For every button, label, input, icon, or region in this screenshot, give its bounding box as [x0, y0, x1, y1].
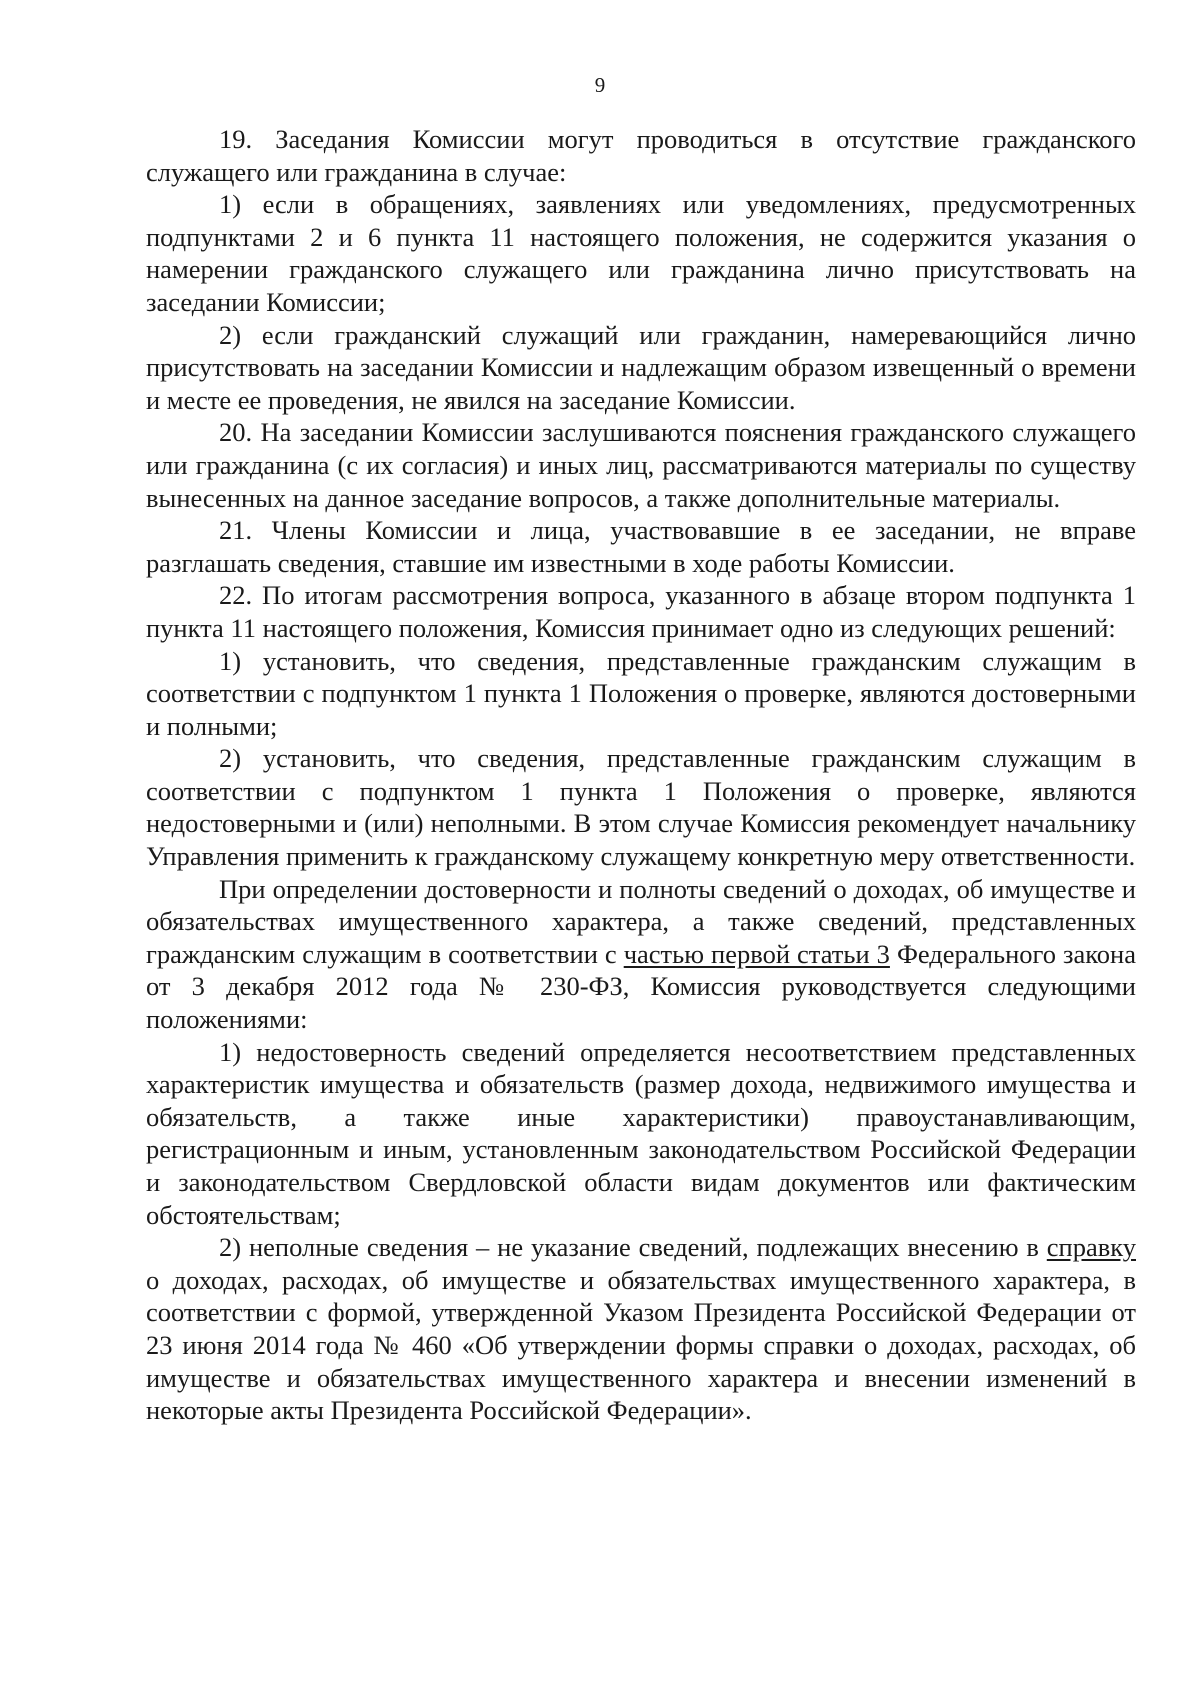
- paragraph-criteria: [146, 873, 1136, 1036]
- page-number: 9: [594, 73, 606, 97]
- paragraph-19-item-2: 2) если гражданский служащий или гражданин, намеревающийся лично присутствовать на заседании Комиссии и надлежащим образом извещенный о времени и месте ее проведения, не явился на заседание Комиссии.: [146, 319, 1136, 415]
- paragraph-22-item-1: 1) установить, что сведения, представленные гражданским служащим в соответствии с подпунктом 1 пункта 1 Положения о проверке, являются достоверными и полными;: [146, 645, 1136, 741]
- document-body: [146, 123, 1136, 1427]
- certificate-link[interactable]: справку: [1046, 1232, 1136, 1263]
- paragraph-criteria-item-1: 1) недостоверность сведений определяется несоответствием представленных характеристик имущества и обязательств (размер дохода, недвижимого имущества и обязательств, а также иные характеристики) правоустанавливающим, регистрационным и иным, установленным законодательством Российской Федерации и законодательством Свердловской области видам документов или фактическим обстоятельствам;: [146, 1036, 1136, 1230]
- paragraph-22: 22. По итогам рассмотрения вопроса, указанного в абзаце втором подпункта 1 пункта 11 настоящего положения, Комиссия принимает одно из следующих решений:: [146, 580, 1136, 643]
- paragraph-22-item-2: 2) установить, что сведения, представленные гражданским служащим в соответствии с подпунктом 1 пункта 1 Положения о проверке, являются недостоверными и (или) неполными. В этом случае Комиссия рекомендует начальнику Управления применить к гражданскому служащему конкретную меру ответственности.: [146, 743, 1136, 872]
- paragraph-criteria-item-2-text-after: о доходах, расходах, об имуществе и обязательствах имущественного характера, в соответствии с формой, утвержденной Указом Президента Российской Федерации от 23 июня 2014 года № 460 «Об утверждении формы справки о доходах, расходах, об имуществе и обязательствах имущественного характера и внесении изменений в некоторые акты Президента Российской Федерации».: [146, 1264, 1136, 1426]
- paragraph-19-item-1: 1) если в обращениях, заявлениях или уведомлениях, предусмотренных подпунктами 2 и 6 пункта 11 настоящего положения, не содержится указания о намерении гражданского служащего или гражданина лично присутствовать на заседании Комиссии;: [146, 189, 1136, 317]
- paragraph-19: 19. Заседания Комиссии могут проводиться в отсутствие гражданского служащего или гражданина в случае:: [146, 124, 1136, 187]
- law-article-link[interactable]: частью первой статьи 3: [623, 938, 890, 969]
- paragraph-criteria-item-2-text-before: 2) неполные сведения – не указание сведений, подлежащих внесению в: [219, 1232, 1047, 1263]
- paragraph-criteria-text-before: При определении достоверности и полноты сведений о доходах, об имуществе и обязательствах имущественного характера, а также сведений, представленных гражданским служащим в соответствии с: [146, 873, 1136, 969]
- paragraph-21: 21. Члены Комиссии и лица, участвовавшие в ее заседании, не вправе разглашать сведения, ставшие им известными в ходе работы Комиссии.: [146, 515, 1136, 578]
- paragraph-criteria-text-after: Федерального закона от 3 декабря 2012 года № 230-ФЗ, Комиссия руководствуется следующими положениями:: [146, 938, 1136, 1035]
- paragraph-20: 20. На заседании Комиссии заслушиваются пояснения гражданского служащего или гражданина (с их согласия) и иных лиц, рассматриваются материалы по существу вынесенных на данное заседание вопросов, а также дополнительные материалы.: [146, 417, 1136, 513]
- paragraph-criteria-item-2: [146, 1231, 1136, 1427]
